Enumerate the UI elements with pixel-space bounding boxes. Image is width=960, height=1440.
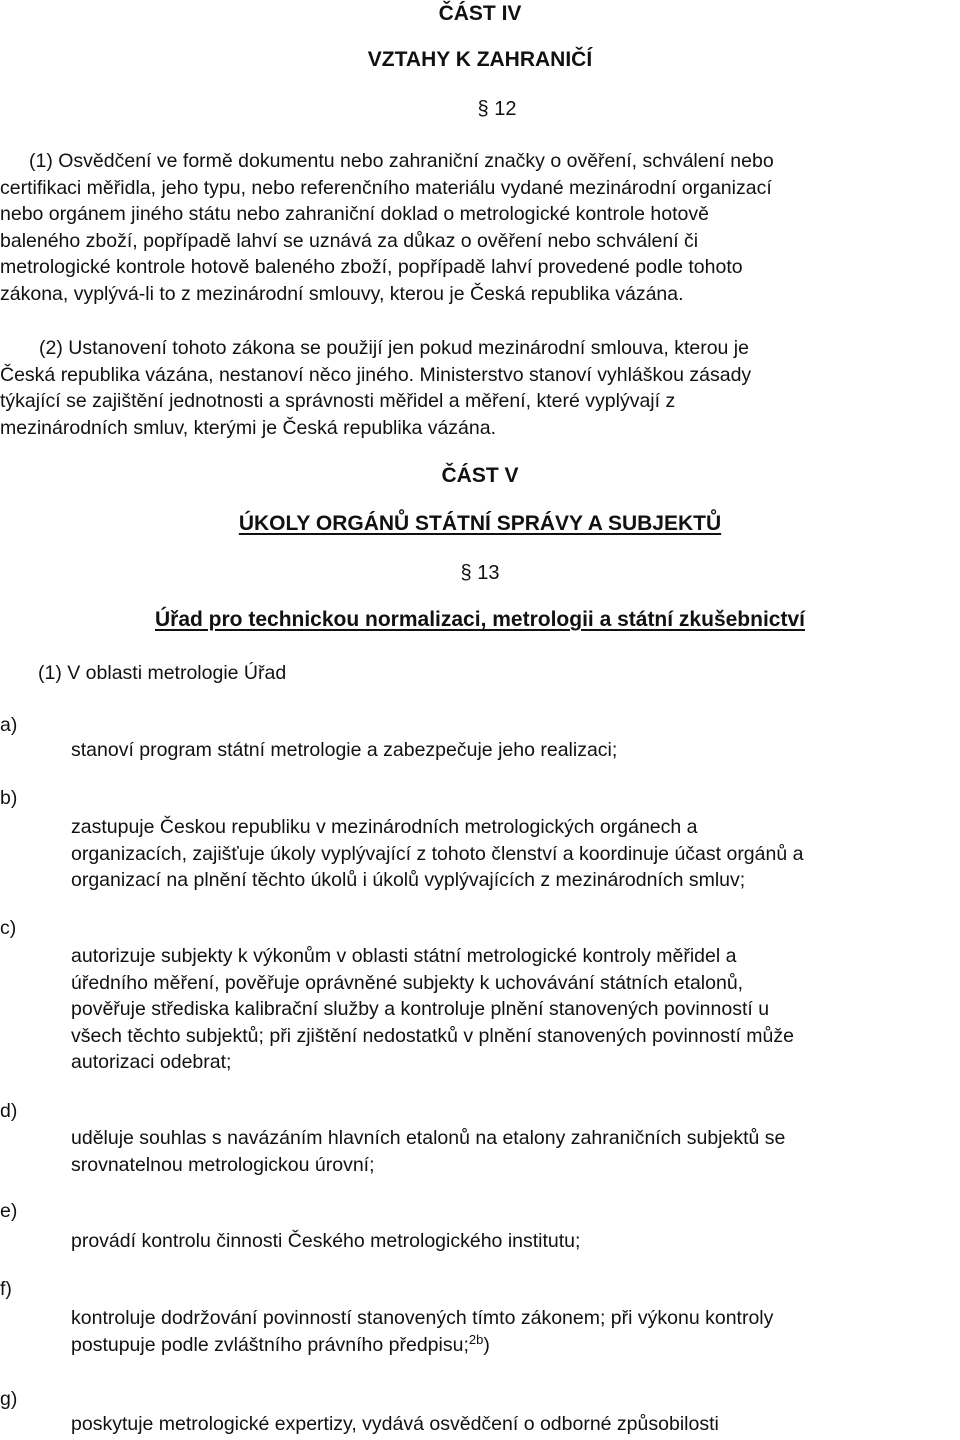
text-line: baleného zboží, popřípadě lahví se uznává za důkaz o ověření nebo schválení či — [0, 229, 699, 252]
item-g — [71, 1411, 956, 1438]
part4-section — [0, 98, 960, 121]
text-line: metrologické kontrole hotově baleného zboží, popřípadě lahví provedené podle tohoto — [0, 256, 743, 278]
part4-subtitle: VZTAHY K ZAHRANIČÍ — [367, 48, 593, 71]
part5-title: ČÁST V — [441, 464, 519, 487]
text-line — [71, 1332, 956, 1359]
text-line: úředního měření, pověřuje oprávněné subjekty k uchovávání státních etalonů, — [71, 971, 744, 994]
text-fragment: ) — [483, 1333, 490, 1356]
text-line: pověřuje střediska kalibrační služby a kontroluje plnění stanovených povinností u — [71, 998, 770, 1020]
text-line: certifikaci měřidla, jeho typu, nebo referenčního materiálu vydané mezinárodní organizací — [0, 176, 772, 199]
text-line: Česká republika vázána, nestanoví něco jiného. Ministerstvo stanoví vyhláškou zásady — [0, 363, 752, 386]
part5-section — [0, 562, 960, 585]
item-f — [71, 1305, 956, 1358]
section-number: § 12 — [477, 98, 517, 120]
text-line: poskytuje metrologické expertizy, vydává osvědčení o odborné způsobilosti — [71, 1413, 719, 1435]
part5-heading: Úřad pro technickou normalizaci, metrologii a státní zkušebnictví — [155, 608, 805, 631]
item-e — [71, 1228, 956, 1255]
text-line: stanoví program státní metrologie a zabezpečuje jeho realizaci; — [71, 739, 618, 761]
item-label: c) — [0, 917, 17, 939]
text-line: provádí kontrolu činnosti Českého metrologického institutu; — [71, 1230, 581, 1252]
text-line: (2) Ustanovení tohoto zákona se použijí jen pokud mezinárodní smlouva, kterou je — [39, 337, 749, 359]
text-line: nebo orgánem jiného státu nebo zahraniční doklad o metrologické kontrole hotově — [0, 203, 709, 225]
item-label: a) — [0, 714, 18, 736]
text-line: zákona, vyplývá-li to z mezinárodní smlouvy, kterou je Česká republika vázána. — [0, 282, 684, 305]
text-line: (1) Osvědčení ve formě dokumentu nebo zahraniční značky o ověření, schválení nebo — [29, 150, 774, 172]
section-number: § 13 — [460, 562, 500, 584]
item-a — [71, 737, 956, 764]
text-line: zastupuje Českou republiku v mezinárodních metrologických orgánech a — [71, 816, 698, 838]
part5-title-wrap — [0, 464, 960, 488]
item-label: f) — [0, 1278, 12, 1300]
part5-intro: (1) V oblasti metrologie Úřad — [38, 662, 287, 684]
item-c — [71, 943, 956, 1076]
text-line: kontroluje dodržování povinností stanovených tímto zákonem; při výkonu kontroly — [71, 1307, 774, 1329]
item-label: b) — [0, 787, 18, 809]
footnote-ref[interactable]: 2b — [468, 1331, 484, 1347]
text-line: srovnatelnou metrologickou úrovní; — [71, 1153, 375, 1176]
item-label: d) — [0, 1100, 18, 1122]
part5-subtitle: ÚKOLY ORGÁNŮ STÁTNÍ SPRÁVY A SUBJEKTŮ — [238, 512, 722, 535]
item-b — [71, 814, 956, 894]
item-label: g) — [0, 1388, 18, 1410]
item-label: e) — [0, 1200, 18, 1222]
text-line: uděluje souhlas s navázáním hlavních etalonů na etalony zahraničních subjektů se — [71, 1127, 786, 1149]
text-line: všech těchto subjektů; při zjištění nedostatků v plnění stanovených povinností může — [71, 1024, 794, 1047]
text-line: mezinárodních smluv, kterými je Česká republika vázána. — [0, 416, 497, 439]
paragraph-1 — [0, 148, 949, 307]
text-line: autorizaci odebrat; — [71, 1051, 232, 1073]
text-line: organizací na plnění těchto úkolů i úkolů vyplývajících z mezinárodních smluv; — [71, 869, 746, 891]
text-line: týkající se zajištění jednotnosti a správnosti měřidel a měření, které vyplývají z — [0, 390, 676, 412]
text-fragment: postupuje podle zvláštního právního předpisu; — [71, 1333, 469, 1356]
item-d — [71, 1125, 956, 1178]
text-line: organizacích, zajišťuje úkoly vyplývající z tohoto členství a koordinuje účast orgánů a — [71, 842, 804, 865]
paragraph-2 — [0, 335, 949, 441]
text-line: autorizuje subjekty k výkonům v oblasti státní metrologické kontroly měřidel a — [71, 945, 737, 967]
part4-title: ČÁST IV — [438, 2, 522, 25]
